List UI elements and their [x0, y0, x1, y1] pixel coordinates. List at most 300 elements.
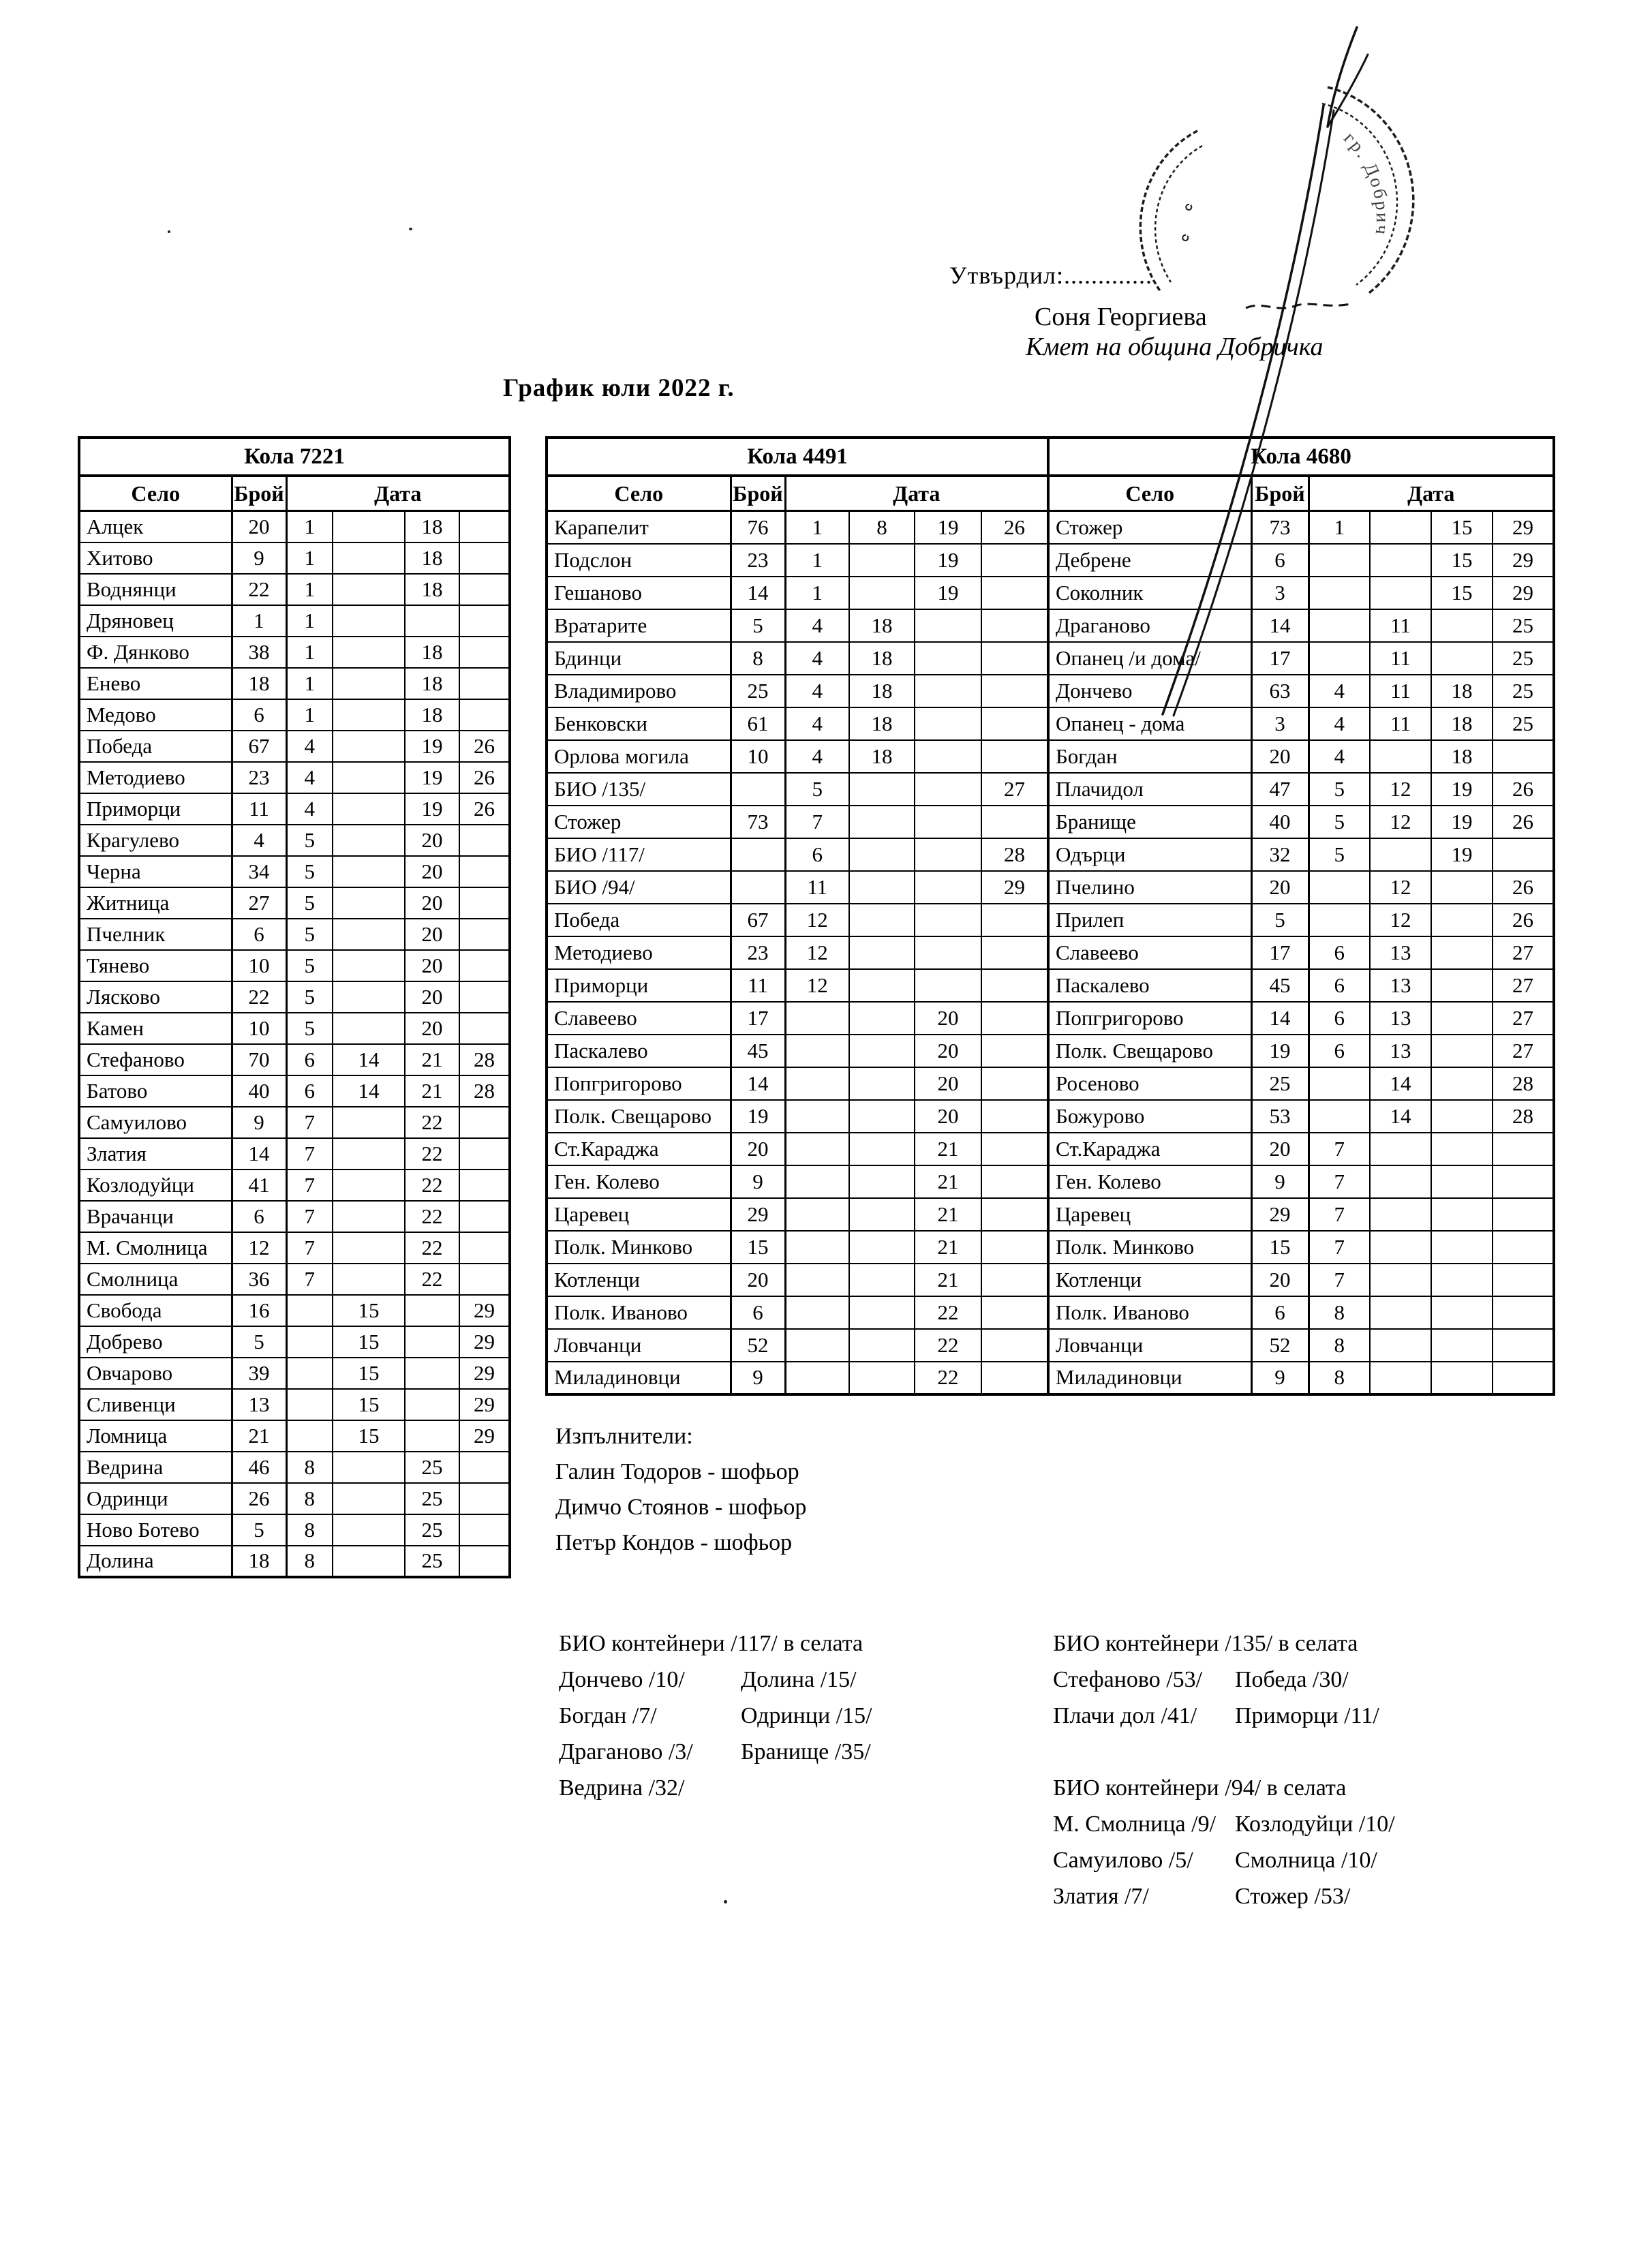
note-item: Драганово /3/: [559, 1739, 693, 1764]
date-cell: [849, 1002, 915, 1035]
date-cell: [459, 668, 510, 699]
village-cell: Попгригорово: [547, 1067, 731, 1100]
date-cell: 22: [405, 1107, 459, 1138]
count-cell: 17: [1251, 936, 1309, 969]
date-cell: 29: [459, 1389, 510, 1420]
date-cell: 7: [1309, 1198, 1370, 1231]
date-cell: 7: [286, 1201, 333, 1232]
approver-name: Соня Георгиева: [1035, 303, 1207, 331]
date-cell: [405, 1326, 459, 1358]
date-cell: [459, 1452, 510, 1483]
count-cell: 20: [731, 1264, 785, 1296]
count-cell: 45: [1251, 969, 1309, 1002]
count-cell: 6: [1251, 1296, 1309, 1329]
date-cell: 25: [405, 1452, 459, 1483]
date-cell: 29: [459, 1295, 510, 1326]
date-cell: 25: [405, 1483, 459, 1514]
date-cell: 21: [405, 1075, 459, 1107]
date-cell: [405, 605, 459, 637]
village-cell: Стожер: [547, 806, 731, 838]
village-cell: Пчелино: [1048, 871, 1251, 904]
date-cell: [1493, 1296, 1554, 1329]
date-cell: [785, 1133, 849, 1165]
date-cell: [333, 919, 405, 950]
date-cell: [1370, 1296, 1431, 1329]
date-cell: 19: [405, 731, 459, 762]
date-cell: [459, 887, 510, 919]
date-cell: 15: [1431, 511, 1493, 544]
date-cell: 4: [785, 609, 849, 642]
date-cell: 21: [405, 1044, 459, 1075]
count-cell: 5: [731, 609, 785, 642]
table-row: [79, 731, 510, 762]
count-cell: 76: [731, 511, 785, 544]
date-cell: [459, 1514, 510, 1546]
car-title: Кола 4491: [547, 438, 1048, 476]
note-row: [1053, 1698, 1379, 1734]
table-row: [1048, 936, 1554, 969]
date-cell: [849, 806, 915, 838]
column-header-date: Дата: [1309, 476, 1554, 511]
approver-title: Кмет на община Добричка: [1026, 333, 1324, 361]
date-cell: 18: [405, 542, 459, 574]
date-cell: [333, 511, 405, 542]
date-cell: [981, 1165, 1048, 1198]
count-cell: 34: [232, 856, 286, 887]
date-cell: [1370, 1264, 1431, 1296]
count-cell: 23: [232, 762, 286, 793]
date-cell: 20: [405, 887, 459, 919]
date-cell: [1370, 740, 1431, 773]
date-cell: [981, 1100, 1048, 1133]
date-cell: 11: [1370, 642, 1431, 675]
village-cell: Камен: [79, 1013, 232, 1044]
count-cell: 27: [232, 887, 286, 919]
count-cell: 40: [1251, 806, 1309, 838]
count-cell: 9: [731, 1362, 785, 1394]
village-cell: Прилеп: [1048, 904, 1251, 936]
count-cell: 46: [232, 1452, 286, 1483]
date-cell: 26: [459, 762, 510, 793]
date-cell: [785, 1296, 849, 1329]
date-cell: 15: [1431, 577, 1493, 609]
table-row: [79, 1452, 510, 1483]
village-cell: БИО /135/: [547, 773, 731, 806]
date-cell: 21: [915, 1231, 981, 1264]
table-row: [79, 1232, 510, 1264]
date-cell: 22: [405, 1264, 459, 1295]
date-cell: 27: [981, 773, 1048, 806]
date-cell: [1493, 740, 1554, 773]
date-cell: 6: [286, 1044, 333, 1075]
table-row: [79, 981, 510, 1013]
date-cell: [915, 740, 981, 773]
date-cell: [333, 1201, 405, 1232]
date-cell: 5: [286, 919, 333, 950]
count-cell: 32: [1251, 838, 1309, 871]
table-row: [547, 1100, 1048, 1133]
date-cell: [981, 936, 1048, 969]
date-cell: 1: [785, 544, 849, 577]
column-header-village: Село: [1048, 476, 1251, 511]
count-cell: 14: [731, 577, 785, 609]
date-cell: 25: [1493, 642, 1554, 675]
note-item: Ведрина /32/: [559, 1775, 685, 1801]
table-row: [1048, 577, 1554, 609]
date-cell: 22: [915, 1296, 981, 1329]
village-cell: Ведрина: [79, 1452, 232, 1483]
date-cell: 4: [1309, 675, 1370, 707]
count-cell: 20: [1251, 740, 1309, 773]
count-cell: 20: [1251, 1133, 1309, 1165]
count-cell: 14: [1251, 1002, 1309, 1035]
date-cell: [1493, 1264, 1554, 1296]
note-item: Стефаново /53/: [1053, 1667, 1203, 1692]
schedule-table: [1047, 436, 1555, 1396]
date-cell: [286, 1326, 333, 1358]
village-cell: Приморци: [79, 793, 232, 825]
date-cell: 18: [849, 707, 915, 740]
table-row: [1048, 1067, 1554, 1100]
count-cell: [731, 838, 785, 871]
date-cell: [333, 574, 405, 605]
table-row: [547, 1067, 1048, 1100]
table-row: [547, 1133, 1048, 1165]
date-cell: 18: [405, 699, 459, 731]
date-cell: 1: [785, 511, 849, 544]
date-cell: 18: [849, 740, 915, 773]
village-cell: Батово: [79, 1075, 232, 1107]
note-item: М. Смолница /9/: [1053, 1812, 1217, 1837]
table-row: [1048, 1133, 1554, 1165]
village-cell: Паскалево: [1048, 969, 1251, 1002]
count-cell: 41: [232, 1170, 286, 1201]
date-cell: 7: [286, 1170, 333, 1201]
count-cell: 9: [232, 542, 286, 574]
date-cell: 20: [915, 1002, 981, 1035]
date-cell: 22: [405, 1170, 459, 1201]
note-item: Смолница /10/: [1235, 1848, 1377, 1873]
village-cell: Миладиновци: [1048, 1362, 1251, 1394]
note-item: Дончево /10/: [559, 1667, 685, 1692]
table-row: [79, 919, 510, 950]
count-cell: 6: [1251, 544, 1309, 577]
count-cell: 18: [232, 1546, 286, 1577]
table-row: [547, 904, 1048, 936]
village-cell: Лясково: [79, 981, 232, 1013]
date-cell: [785, 1067, 849, 1100]
date-cell: [1431, 1035, 1493, 1067]
column-header-count: Брой: [1251, 476, 1309, 511]
date-cell: [1431, 1067, 1493, 1100]
date-cell: [333, 1170, 405, 1201]
date-cell: 15: [1431, 544, 1493, 577]
date-cell: 29: [1493, 544, 1554, 577]
village-cell: Смолница: [79, 1264, 232, 1295]
date-cell: [849, 1198, 915, 1231]
table-row: [547, 838, 1048, 871]
count-cell: 3: [1251, 707, 1309, 740]
date-cell: 4: [286, 793, 333, 825]
village-cell: Ст.Караджа: [547, 1133, 731, 1165]
table-row: [79, 887, 510, 919]
date-cell: [1370, 1329, 1431, 1362]
village-cell: Владимирово: [547, 675, 731, 707]
date-cell: 12: [1370, 773, 1431, 806]
note-item: Приморци /11/: [1235, 1703, 1379, 1728]
table-row: [1048, 1264, 1554, 1296]
date-cell: [849, 1165, 915, 1198]
date-cell: [459, 1170, 510, 1201]
count-cell: 29: [1251, 1198, 1309, 1231]
date-cell: 25: [405, 1514, 459, 1546]
village-cell: Методиево: [547, 936, 731, 969]
date-cell: [849, 1231, 915, 1264]
date-cell: [459, 1483, 510, 1514]
village-cell: Полк. Свещарово: [1048, 1035, 1251, 1067]
count-cell: 70: [232, 1044, 286, 1075]
date-cell: 18: [405, 637, 459, 668]
date-cell: [981, 740, 1048, 773]
date-cell: 22: [405, 1232, 459, 1264]
date-cell: [1431, 642, 1493, 675]
schedule-table-kola-4491: [545, 436, 1047, 1396]
date-cell: 1: [286, 637, 333, 668]
date-cell: [981, 904, 1048, 936]
village-cell: Котленци: [547, 1264, 731, 1296]
date-cell: 19: [915, 511, 981, 544]
date-cell: [405, 1389, 459, 1420]
date-cell: [333, 542, 405, 574]
date-cell: [1309, 609, 1370, 642]
date-cell: 28: [981, 838, 1048, 871]
scan-speck: [724, 1900, 727, 1904]
table-row: [1048, 675, 1554, 707]
date-cell: [459, 1546, 510, 1577]
date-cell: 18: [1431, 675, 1493, 707]
count-cell: 1: [232, 605, 286, 637]
village-cell: Одринци: [79, 1483, 232, 1514]
table-row: [79, 668, 510, 699]
date-cell: [915, 773, 981, 806]
date-cell: 11: [1370, 675, 1431, 707]
table-row: [79, 699, 510, 731]
date-cell: 15: [333, 1389, 405, 1420]
date-cell: 8: [286, 1452, 333, 1483]
village-cell: Плачидол: [1048, 773, 1251, 806]
date-cell: [915, 642, 981, 675]
table-row: [1048, 1296, 1554, 1329]
count-cell: 10: [232, 950, 286, 981]
date-cell: 25: [405, 1546, 459, 1577]
table-row: [79, 1420, 510, 1452]
date-cell: 8: [1309, 1329, 1370, 1362]
date-cell: 6: [1309, 969, 1370, 1002]
date-cell: 11: [1370, 609, 1431, 642]
date-cell: [1309, 544, 1370, 577]
village-cell: Победа: [547, 904, 731, 936]
date-cell: 1: [286, 699, 333, 731]
village-cell: Ловчанци: [1048, 1329, 1251, 1362]
village-cell: Орлова могила: [547, 740, 731, 773]
village-cell: Драганово: [1048, 609, 1251, 642]
date-cell: 5: [286, 856, 333, 887]
date-cell: [459, 1107, 510, 1138]
village-cell: Пчелник: [79, 919, 232, 950]
date-cell: [849, 871, 915, 904]
performers-title: Изпълнители:: [555, 1424, 693, 1449]
table-row: [79, 1546, 510, 1577]
date-cell: 26: [1493, 904, 1554, 936]
date-cell: 26: [459, 731, 510, 762]
table-row: [79, 1044, 510, 1075]
table-row: [1048, 806, 1554, 838]
date-cell: [459, 1201, 510, 1232]
date-cell: [785, 1231, 849, 1264]
date-cell: 5: [286, 1013, 333, 1044]
note-row: [1053, 1662, 1379, 1698]
note-row: [1053, 1806, 1395, 1842]
column-header-village: Село: [79, 476, 232, 511]
table-row: [547, 871, 1048, 904]
note-row: [1053, 1878, 1395, 1914]
bio-containers-94-note: [1053, 1770, 1395, 1914]
page-title: График юли 2022 г.: [503, 374, 735, 402]
count-cell: 61: [731, 707, 785, 740]
table-row: [79, 1295, 510, 1326]
date-cell: [1431, 1002, 1493, 1035]
date-cell: [459, 825, 510, 856]
date-cell: [459, 1138, 510, 1170]
village-cell: Сливенци: [79, 1389, 232, 1420]
date-cell: 5: [1309, 773, 1370, 806]
count-cell: 17: [1251, 642, 1309, 675]
count-cell: 8: [731, 642, 785, 675]
date-cell: [915, 806, 981, 838]
date-cell: 18: [849, 642, 915, 675]
table-row: [79, 1326, 510, 1358]
stamp-text: гр. Добрич: [1340, 127, 1393, 238]
date-cell: 1: [286, 605, 333, 637]
date-cell: [981, 1231, 1048, 1264]
date-cell: [981, 609, 1048, 642]
count-cell: 11: [232, 793, 286, 825]
count-cell: 19: [1251, 1035, 1309, 1067]
date-cell: [915, 871, 981, 904]
date-cell: 12: [1370, 904, 1431, 936]
date-cell: 13: [1370, 936, 1431, 969]
note-title: БИО контейнери /94/ в селата: [1053, 1775, 1347, 1801]
date-cell: 8: [286, 1546, 333, 1577]
date-cell: 11: [1370, 707, 1431, 740]
count-cell: 20: [1251, 1264, 1309, 1296]
count-cell: 9: [232, 1107, 286, 1138]
schedule-table-kola-4680: [1047, 436, 1552, 1396]
date-cell: 1: [286, 668, 333, 699]
date-cell: [333, 1232, 405, 1264]
date-cell: [981, 1035, 1048, 1067]
column-header-count: Брой: [232, 476, 286, 511]
count-cell: 9: [731, 1165, 785, 1198]
date-cell: 28: [459, 1075, 510, 1107]
table-row: [1048, 1329, 1554, 1362]
date-cell: [1370, 577, 1431, 609]
date-cell: 8: [1309, 1296, 1370, 1329]
date-cell: [981, 1002, 1048, 1035]
date-cell: [459, 1013, 510, 1044]
date-cell: [981, 806, 1048, 838]
date-cell: [981, 1133, 1048, 1165]
date-cell: [1493, 1231, 1554, 1264]
date-cell: 26: [981, 511, 1048, 544]
date-cell: [849, 577, 915, 609]
date-cell: 21: [915, 1165, 981, 1198]
village-cell: Тянево: [79, 950, 232, 981]
date-cell: [459, 511, 510, 542]
date-cell: [333, 1546, 405, 1577]
pen-flick-stroke: [1328, 27, 1368, 127]
date-cell: [1370, 1362, 1431, 1394]
count-cell: 17: [731, 1002, 785, 1035]
date-cell: [1370, 1198, 1431, 1231]
date-cell: 14: [333, 1075, 405, 1107]
date-cell: 6: [1309, 1002, 1370, 1035]
date-cell: [1309, 904, 1370, 936]
date-cell: [849, 904, 915, 936]
table-row: [547, 1002, 1048, 1035]
date-cell: 29: [459, 1358, 510, 1389]
date-cell: [333, 1483, 405, 1514]
count-cell: 13: [232, 1389, 286, 1420]
count-cell: 10: [232, 1013, 286, 1044]
table-row: [79, 1389, 510, 1420]
date-cell: [333, 1514, 405, 1546]
date-cell: 13: [1370, 969, 1431, 1002]
village-cell: Полк. Минково: [547, 1231, 731, 1264]
date-cell: [333, 1138, 405, 1170]
date-cell: [849, 1362, 915, 1394]
date-cell: 5: [1309, 838, 1370, 871]
table-row: [547, 1231, 1048, 1264]
table-row: [79, 1170, 510, 1201]
table-row: [1048, 1002, 1554, 1035]
date-cell: 19: [405, 762, 459, 793]
note-item: Богдан /7/: [559, 1703, 657, 1728]
date-cell: 29: [1493, 577, 1554, 609]
date-cell: [785, 1035, 849, 1067]
table-row: [547, 1329, 1048, 1362]
date-cell: [981, 707, 1048, 740]
date-cell: 29: [459, 1326, 510, 1358]
date-cell: [1431, 1231, 1493, 1264]
table-row: [547, 577, 1048, 609]
count-cell: 6: [232, 699, 286, 731]
date-cell: 14: [1370, 1067, 1431, 1100]
village-cell: Самуилово: [79, 1107, 232, 1138]
count-cell: 14: [731, 1067, 785, 1100]
village-cell: Методиево: [79, 762, 232, 793]
bio-containers-117-note: [559, 1625, 872, 1806]
date-cell: 19: [915, 544, 981, 577]
village-cell: Ген. Колево: [547, 1165, 731, 1198]
date-cell: [1493, 1362, 1554, 1394]
date-cell: 13: [1370, 1002, 1431, 1035]
date-cell: [1431, 609, 1493, 642]
table-row: [79, 825, 510, 856]
date-cell: 5: [286, 950, 333, 981]
bio-containers-135-note: [1053, 1625, 1379, 1734]
date-cell: [981, 577, 1048, 609]
